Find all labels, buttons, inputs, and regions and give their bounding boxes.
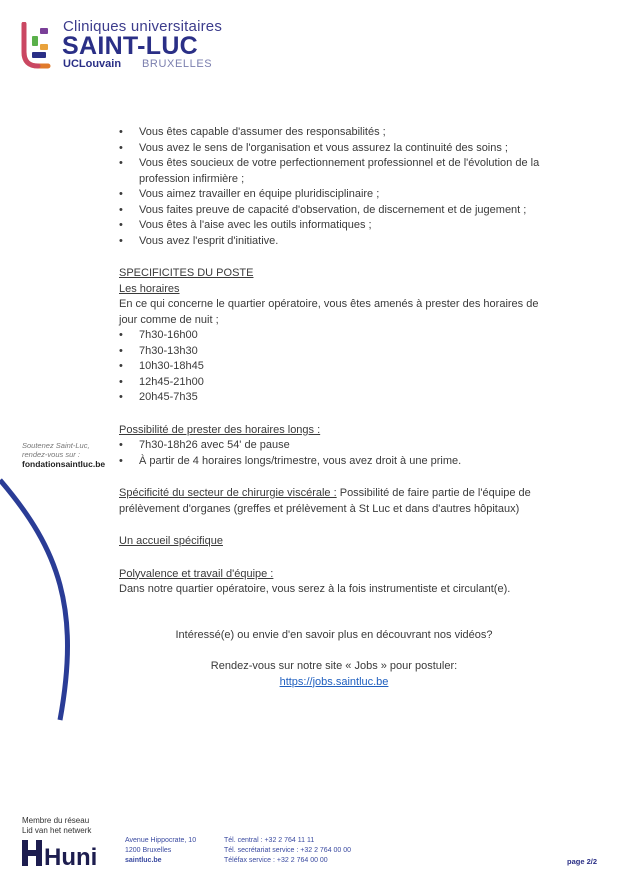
list-item: • 7h30-16h00 [119,328,549,344]
list-item: • Vous êtes à l'aise avec les outils informatiques ; [119,218,549,234]
specificites-heading: SPECIFICITES DU POSTE [119,267,254,279]
list-item: • 7h30-18h26 avec 54' de pause [119,438,549,454]
footer-member-nl: Lid van het netwerk [22,826,92,835]
footer-member-fr: Membre du réseau [22,816,90,825]
logo-line-bruxelles: BRUXELLES [142,58,213,70]
horaires-intro: En ce qui concerne le quartier opératoire, vous êtes amenés à prester des horaires de jour comme de nuit ; [119,298,539,326]
footer-address-line2: 1200 Bruxelles [125,847,172,854]
sidebar-support-text: Soutenez Saint-Luc, rendez-vous sur : [22,441,90,459]
footer-tel-central: Tél. central : +32 2 764 11 11 [224,837,315,844]
qualities-list [119,125,549,249]
saint-luc-logo-icon [20,22,54,70]
logo-line-cliniques: Cliniques universitaires [63,18,223,35]
horaires-longs-list [119,438,549,469]
polyvalence-heading: Polyvalence et travail d'équipe : [119,567,274,580]
footer-site-link[interactable]: saintluc.be [125,857,162,864]
sidebar-foundation-link[interactable]: fondationsaintluc.be [22,459,106,469]
list-item: • 7h30-13h30 [119,344,549,360]
footer-address-line1: Avenue Hippocrate, 10 [125,837,197,844]
list-item: • Vous avez le sens de l'organisation et vous assurez la continuité des soins ; [119,141,549,157]
list-item: • Vous êtes capable d'assumer des responsabilités ; [119,125,549,141]
logo-line-saint-luc: SAINT-LUC [62,32,199,60]
visceral-paragraph [119,486,549,517]
list-item: • 12h45-21h00 [119,375,549,391]
huni-brand-text: Huni [44,844,98,868]
footer-tel-secretariat: Tél. secrétariat service : +32 2 764 00 00 [224,847,352,854]
cta-jobs: Rendez-vous sur notre site « Jobs » pour postuler: [210,660,458,672]
decorative-arc [0,420,120,750]
list-item: • 20h45-7h35 [119,390,549,406]
horaires-heading: Les horaires [119,282,180,295]
footer-member [22,816,91,836]
jobs-link[interactable]: https://jobs.saintluc.be [279,675,389,688]
footer-fax: Téléfax service : +32 2 764 00 00 [224,857,328,864]
list-item: • Vous êtes soucieux de votre perfectionnement professionnel et de l'évolution de la profession infirmière ; [119,156,549,187]
logo-line-uclouvain: UCLouvain [63,58,122,70]
list-item: • À partir de 4 horaires longs/trimestre, vous avez droit à une prime. [119,454,549,470]
cta-videos: Intéressé(e) ou envie d'en savoir plus en découvrant nos vidéos? [175,628,493,641]
horaires-list [119,328,549,406]
visceral-text: Possibilité de faire partie de l'équipe de prélèvement d'organes (greffes et prélèvement à St Luc et dans d'autres hôpitaux) [119,487,531,515]
footer-phones [224,836,351,866]
list-item: • Vous faites preuve de capacité d'observation, de discernement et de jugement ; [119,203,549,219]
main-content [119,125,549,690]
visceral-heading: Spécificité du secteur de chirurgie viscérale : [119,487,337,499]
footer-address [125,836,196,866]
list-item: • Vous aimez travailler en équipe pluridisciplinaire ; [119,187,549,203]
list-item: • 10h30-18h45 [119,359,549,375]
page-number: page 2/2 [567,857,598,866]
accueil-heading: Un accueil spécifique [119,535,223,547]
polyvalence-text: Dans notre quartier opératoire, vous serez à la fois instrumentiste et circulant(e). [119,583,511,595]
horaires-longs-heading: Possibilité de prester des horaires longs : [119,423,321,436]
list-item: • Vous avez l'esprit d'initiative. [119,234,549,250]
huni-logo [22,838,112,868]
